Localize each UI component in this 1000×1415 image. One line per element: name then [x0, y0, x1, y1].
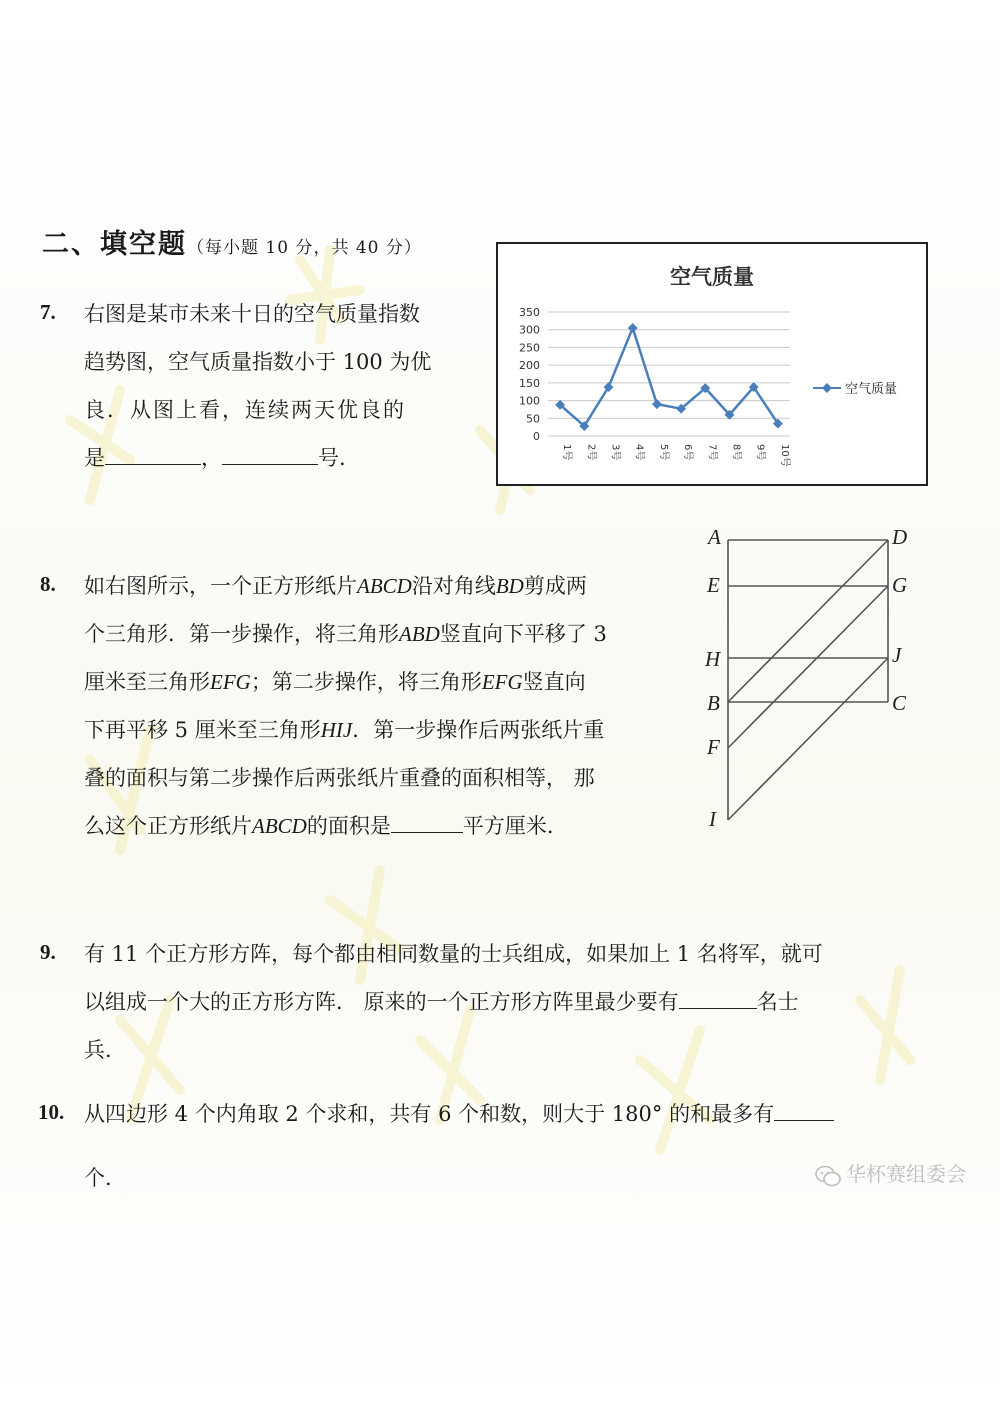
q9-line-3: 兵.	[84, 1038, 112, 1062]
q9-line-1: 有 11 个正方形方阵，每个都由相同数量的士兵组成，如果加上 1 名将军，就可	[84, 942, 823, 966]
legend-label: 空气质量	[845, 382, 898, 397]
label-H: H	[705, 647, 721, 671]
question-7-text	[84, 290, 479, 482]
x-tick-label: 5号	[657, 444, 669, 461]
y-tick-label: 350	[519, 306, 540, 319]
label-B: B	[707, 691, 720, 715]
x-tick-label: 9号	[754, 444, 766, 461]
section-subtitle: （每小题 10 分，共 40 分）	[187, 238, 422, 258]
q7-blank-2[interactable]	[222, 440, 318, 465]
label-D: D	[892, 525, 908, 549]
diagonal-FG	[728, 586, 888, 748]
y-tick-label: 300	[519, 323, 540, 337]
section-title	[42, 222, 422, 261]
chart-title: 空气质量	[670, 265, 754, 289]
y-tick-label: 0	[533, 430, 540, 443]
square-translation-figure	[690, 520, 930, 840]
chart-svg	[498, 244, 926, 484]
q10-line-1: 从四边形 4 个内角取 2 个求和，共有 6 个和数，则大于 180° 的和最多有	[84, 1090, 964, 1138]
x-tick-label: 4号	[633, 444, 645, 461]
q7-line-4-start: 是	[84, 446, 105, 470]
q7-line-4	[84, 434, 479, 482]
y-tick-label: 150	[519, 376, 540, 390]
x-tick-label: 2号	[585, 444, 597, 461]
label-E: E	[707, 573, 720, 597]
chart-series	[555, 323, 783, 431]
q8-blank[interactable]	[391, 808, 463, 833]
y-tick-label: 50	[526, 412, 540, 426]
section-title-text: 二、填空题	[42, 229, 187, 260]
q8-line-6: 么这个正方形纸片ABCD的面积是 平方厘米.	[84, 802, 694, 850]
label-J: J	[892, 643, 902, 667]
q7-end: 号.	[318, 446, 346, 470]
air-quality-chart	[496, 242, 928, 486]
q8-line-2: 个三角形．第一步操作，将三角形ABD竖直向下平移了 3	[84, 622, 607, 646]
q7-blank-1[interactable]	[105, 440, 201, 465]
chart-grid	[548, 312, 790, 436]
series-line	[560, 328, 778, 426]
legend-marker	[822, 383, 832, 393]
y-tick-label: 200	[519, 359, 540, 373]
q8-line-4: 下再平移 5 厘米至三角形HIJ．第一步操作后两张纸片重	[84, 718, 605, 742]
q9-line-2: 以组成一个大的正方形方阵． 原来的一个正方形方阵里最少要有 名士	[84, 978, 964, 1026]
q8-line-3: 厘米至三角形EFG；第二步操作，将三角形EFG竖直向	[84, 670, 586, 694]
watermark-text: 华杯赛组委会	[846, 1162, 966, 1186]
x-tick-label: 8号	[730, 444, 742, 461]
y-tick-label: 250	[519, 341, 540, 355]
q7-line-3: 良．从图上看，连续两天优良的	[84, 398, 406, 422]
x-tick-label: 10号	[778, 444, 790, 467]
q7-line-2: 趋势图，空气质量指数小于 100 为优	[84, 350, 432, 374]
y-tick-label: 100	[519, 394, 540, 408]
q10-line-2: 个.	[84, 1166, 112, 1190]
x-tick-label: 1号	[561, 444, 573, 461]
diagonal-IJ	[728, 658, 888, 820]
watermark	[814, 1158, 966, 1188]
x-tick-label: 6号	[682, 444, 694, 461]
x-tick-label: 3号	[609, 444, 621, 461]
data-point	[628, 323, 638, 333]
q9-blank[interactable]	[679, 984, 757, 1009]
q7-line-1: 右图是某市未来十日的空气质量指数	[84, 302, 420, 326]
label-I: I	[709, 807, 716, 831]
wechat-icon	[814, 1164, 842, 1188]
question-7-number: 7.	[40, 300, 56, 324]
q7-separator: ，	[201, 446, 222, 470]
question-10-number: 10.	[38, 1100, 65, 1124]
label-A: A	[708, 525, 721, 549]
question-9-text	[84, 930, 964, 1074]
label-G: G	[892, 573, 908, 597]
q8-line-5: 叠的面积与第二步操作后两张纸片重叠的面积相等， 那	[84, 766, 595, 790]
label-C: C	[892, 691, 907, 715]
x-tick-label: 7号	[706, 444, 718, 461]
question-8-text	[84, 562, 694, 850]
question-8-number: 8.	[40, 572, 56, 596]
q8-line-1: 如右图所示，一个正方形纸片ABCD沿对角线BD剪成两	[84, 574, 587, 598]
question-9-number: 9.	[40, 940, 56, 964]
label-F: F	[707, 735, 720, 759]
chart-legend	[813, 381, 897, 397]
q10-blank[interactable]	[774, 1096, 834, 1121]
diagonal-BD	[728, 540, 888, 702]
